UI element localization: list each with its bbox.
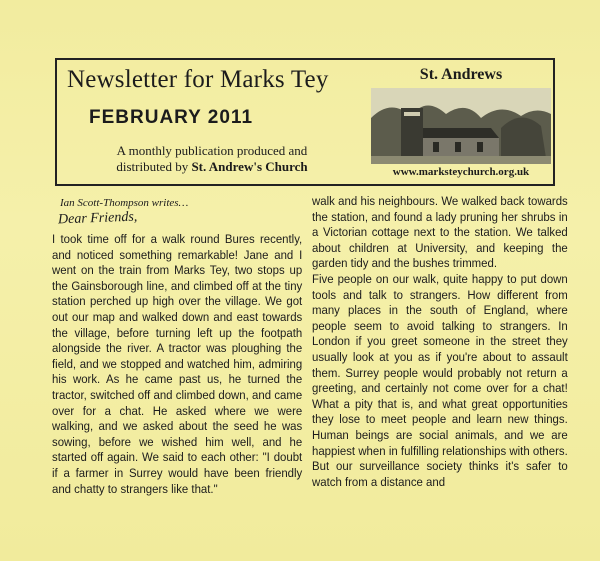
description-line-2 (57, 159, 367, 175)
publication-description (57, 143, 367, 175)
description-prefix: distributed by (116, 159, 192, 174)
article-column-right (312, 194, 568, 490)
right-paragraph-1: walk and his neighbours. We walked back towards the station, and found a lady pruning her shrubs in a Victorian cottage next to the station. We talked about children at University, and keeping the garden tidy and the bushes trimmed. (312, 194, 568, 271)
description-church: St. Andrew's Church (191, 159, 308, 174)
left-paragraph: I took time off for a walk round Bures recently, and noticed something remarkable! Jane and I went on the train from Marks Tey, two stops up the Gainsborough line, and climbed off at the tiny station perched up high over the village. We got out our map and walked down and east towards the village, before turning left up the footpath alongside the river. A tractor was ploughing the field, and we stopped and watched him, admiring his work. As he came past us, he turned the tractor, switched off and climbed down, and came over for a chat. He asked where we were walking, and we asked about the seed he was sowing, before we wished him well, and he started off again. We said to each other: "I doubt if a farmer in Surrey would have been friendly and chatty to strangers like that." (52, 232, 303, 496)
article-salutation: Dear Friends, (57, 209, 138, 228)
church-name: St. Andrews (419, 66, 503, 83)
issue-date: FEBRUARY 2011 (89, 107, 254, 128)
church-photo (371, 88, 551, 164)
newsletter-title: Newsletter for Marks Tey (67, 66, 329, 93)
description-line-1: A monthly publication produced and (116, 143, 308, 158)
church-panel (369, 60, 553, 184)
church-website[interactable]: www.marksteychurch.org.uk (392, 166, 530, 178)
masthead-text-panel (57, 60, 367, 184)
article-byline: Ian Scott-Thompson writes… (60, 197, 189, 209)
right-paragraph-2: Five people on our walk, quite happy to put down tools and talk to strangers. How different from many places in the south of England, where people seem to avoid talking to strangers. In London if you greet someone in the street they usually look at you as if you're about to assault them. Surrey people would probably not return a greeting, and certainly not come over for a chat! What a pity that is, and what great opportunities they lose to meet people and learn new things. Human beings are social animals, and we are happiest when in fulfilling relationships with others. But our surveillance society thinks it's safer to watch from a distance and (312, 271, 568, 489)
article-column-left (52, 232, 302, 497)
masthead (55, 58, 555, 186)
